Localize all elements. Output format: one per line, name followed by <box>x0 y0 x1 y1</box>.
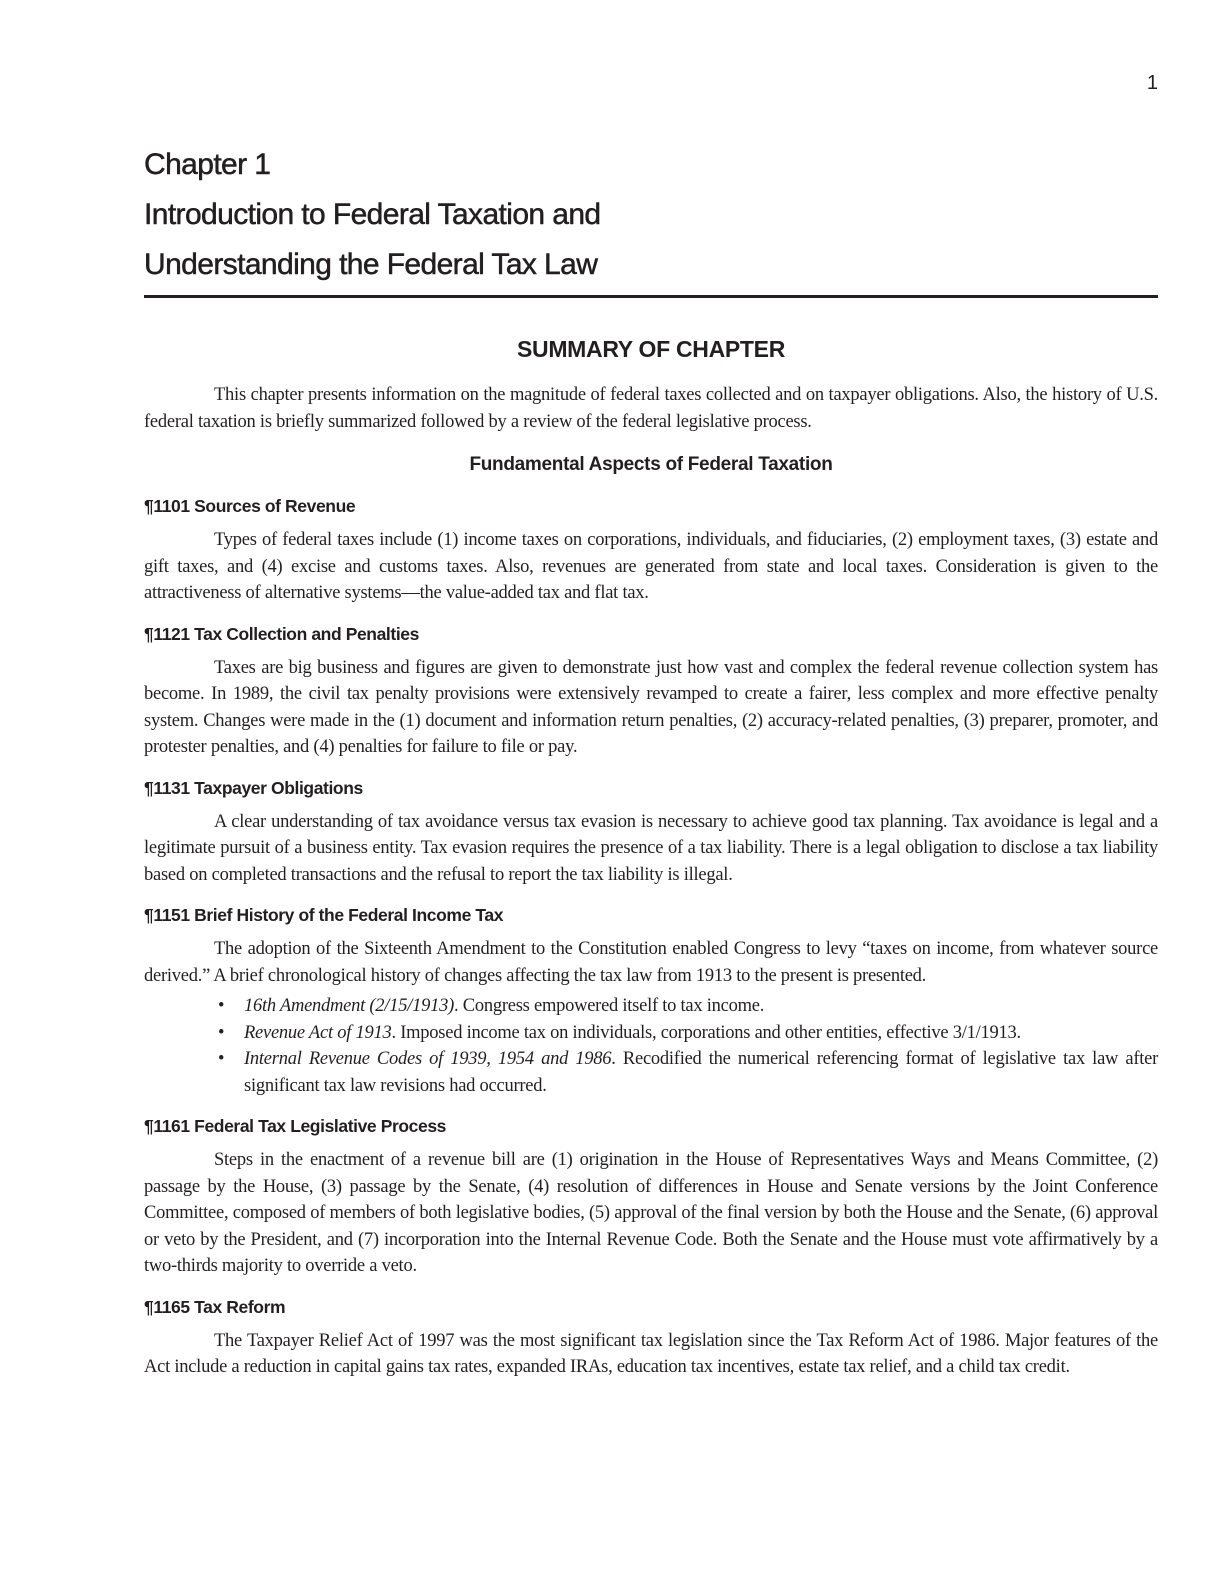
section-heading: ¶1101 Sources of Revenue <box>144 496 356 516</box>
bullet-icon: • <box>218 1049 225 1069</box>
section-heading: ¶1151 Brief History of the Federal Income Tax <box>144 905 504 925</box>
section-text: The Taxpayer Relief Act of 1997 was the most significant tax legislation since the Tax Reform Act of 1986. Major features of the Act include a reduction in capital gains tax rates, expanded IRAs, education tax incentives, estate tax relief, and a child tax credit. <box>144 1330 1158 1377</box>
summary-subtitle: Fundamental Aspects of Federal Taxation <box>469 454 833 475</box>
list-item-text: . Imposed income tax on individuals, corporations and other entities, effective 3/1/1913. <box>391 1022 1021 1043</box>
section-heading: ¶1161 Federal Tax Legislative Process <box>144 1116 447 1136</box>
section-1161 <box>144 1113 1158 1280</box>
summary-title: SUMMARY OF CHAPTER <box>516 336 786 362</box>
section-1131 <box>144 775 1158 889</box>
bullet-icon: • <box>218 1022 225 1043</box>
chapter-title-line-1: Introduction to Federal Taxation and <box>144 198 601 231</box>
page-number: 1 <box>1146 72 1158 94</box>
section-text: A clear understanding of tax avoidance versus tax evasion is necessary to achieve good tax planning. Tax avoidance is legal and a legitimate pursuit of a business entity. Tax evasion requires the presence of a tax liability. There is a legal obligation to disclose a tax liability based on completed transactions and the refusal to report the tax liability is illegal. <box>144 811 1158 885</box>
list-item-title: Revenue Act of 1913 <box>244 1022 392 1043</box>
chapter-label: Chapter 1 <box>144 148 271 181</box>
list-item <box>216 1046 1158 1099</box>
list-item-text: . Recodified the numerical referencing format of legislative tax law after significant tax law revisions had occurred. <box>244 1049 1158 1096</box>
list-item <box>216 1020 1158 1047</box>
section-text: The adoption of the Sixteenth Amendment to the Constitution enabled Congress to levy “taxes on income, from whatever source derived.” A brief chronological history of changes affecting the tax law from 1913 to the present is presented. <box>144 939 1158 986</box>
section-heading: ¶1131 Taxpayer Obligations <box>144 777 363 798</box>
section-text: Types of federal taxes include (1) income taxes on corporations, individuals, and fiduciaries, (2) employment taxes, (3) estate and gift taxes, and (4) excise and customs taxes. Also, revenues are generated from state and local taxes. Consideration is given to the attractiveness of alternative systems—the value-added tax and flat tax. <box>144 530 1158 603</box>
history-list <box>144 993 1158 1099</box>
list-item-text: . Congress empowered itself to tax income. <box>454 996 765 1016</box>
section-text: Steps in the enactment of a revenue bill are (1) origination in the House of Representatives Ways and Means Committee, (2) passage by the House, (3) passage by the Senate, (4) resolution of differences in House and Senate versions by the Joint Conference Committee, composed of members of both legislative bodies, (5) approval of the final version by both the House and the Senate, (6) approval or veto by the President, and (7) incorporation into the Internal Revenue Code. Both the Senate and the House must vote affirmatively by a two-thirds majority to override a veto. <box>144 1150 1158 1276</box>
list-item <box>216 993 1158 1020</box>
chapter-heading <box>144 140 1158 290</box>
section-heading: ¶1121 Tax Collection and Penalties <box>144 623 419 644</box>
section-text: Taxes are big business and figures are given to demonstrate just how vast and complex the federal revenue collection system has become. In 1989, the civil tax penalty provisions were extensively revamped to create a fairer, less complex and more effective penalty system. Changes were made in the (1) document and information return penalties, (2) accuracy-related penalties, (3) preparer, promoter, and protester penalties, and (4) penalties for failure to file or pay. <box>144 657 1158 757</box>
section-heading: ¶1165 Tax Reform <box>144 1296 286 1317</box>
list-item-title: 16th Amendment (2/15/1913) <box>244 996 454 1016</box>
section-1101 <box>144 493 1158 607</box>
chapter-content <box>144 332 1158 1381</box>
summary-intro: This chapter presents information on the magnitude of federal taxes collected and on taxpayer obligations. Also, the history of U.S. federal taxation is briefly summarized followed by a review of the federal legislative process. <box>144 385 1158 432</box>
section-1121 <box>144 621 1158 761</box>
section-1165 <box>144 1294 1158 1381</box>
chapter-title-line-2: Understanding the Federal Tax Law <box>144 248 598 281</box>
list-item-title: Internal Revenue Codes of 1939, 1954 and 1986 <box>244 1049 612 1069</box>
section-1151 <box>144 902 1158 1099</box>
heading-rule <box>144 295 1158 298</box>
bullet-icon: • <box>218 996 225 1016</box>
